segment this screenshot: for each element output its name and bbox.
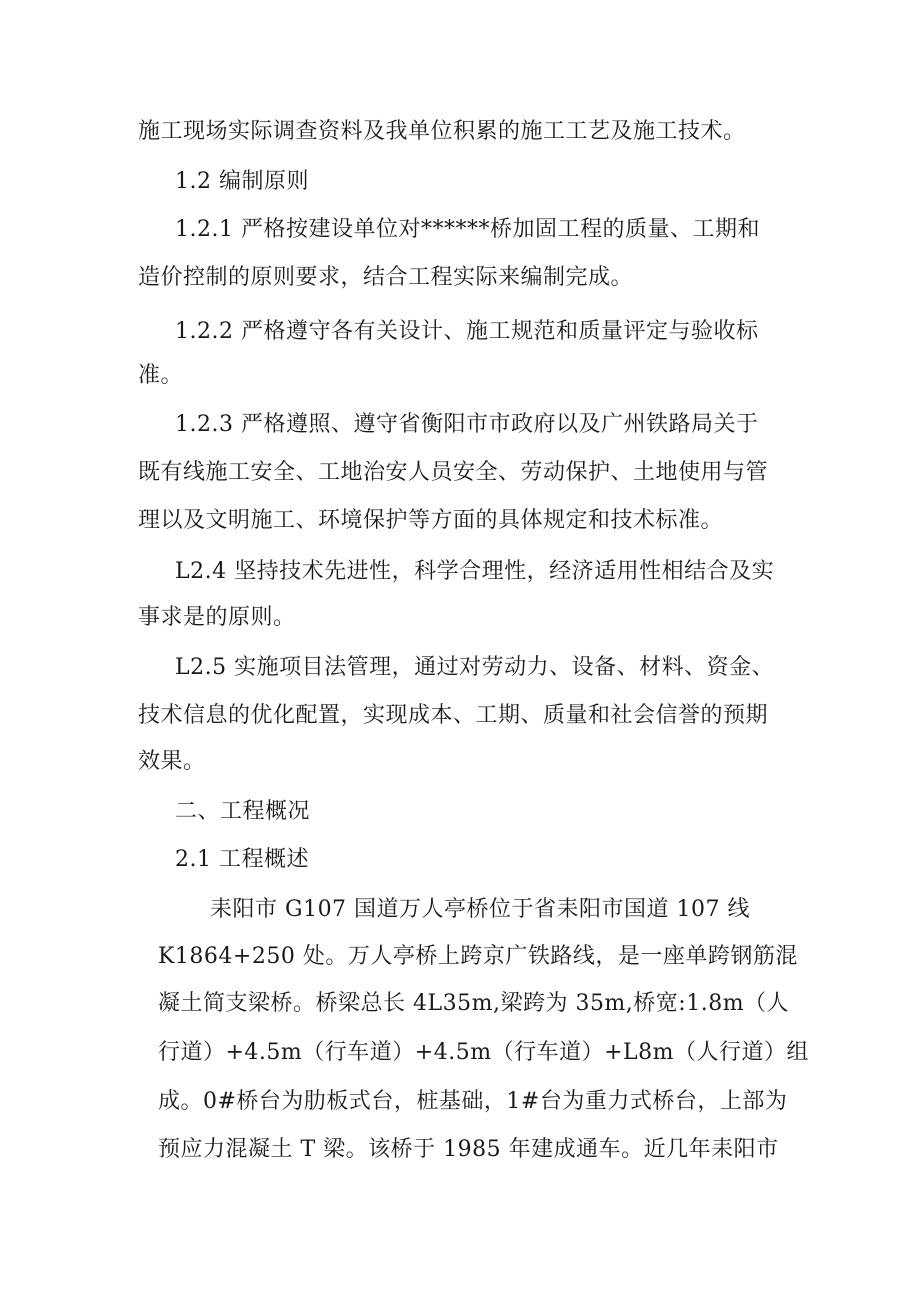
section-heading: 2.1 工程概述: [175, 847, 309, 872]
paragraph-line: 施工现场实际调查资料及我单位积累的施工工艺及施工技术。: [138, 119, 746, 144]
paragraph-line: 技术信息的优化配置，实现成本、工期、质量和社会信誉的预期: [138, 703, 769, 728]
paragraph-line: 耒阳市 G107 国道万人亭桥位于省耒阳市国道 107 线: [210, 897, 751, 922]
paragraph-line: 事求是的原则。: [138, 605, 296, 630]
paragraph-line: 既有线施工安全、工地治安人员安全、劳动保护、土地使用与管: [138, 460, 769, 485]
paragraph-line: 准。: [138, 363, 184, 388]
chapter-heading: 二、工程概况: [175, 799, 311, 824]
section-heading: 1.2 编制原则: [175, 169, 309, 194]
paragraph-line: 凝土简支梁桥。桥梁总长 4L35m,梁跨为 35m,桥宽:1.8m（人: [158, 991, 790, 1016]
paragraph-line: 效果。: [138, 749, 206, 774]
paragraph-line: 1.2.1 严格按建设单位对******桥加固工程的质量、工期和: [175, 217, 760, 242]
paragraph-line: 理以及文明施工、环境保护等方面的具体规定和技术标准。: [138, 508, 724, 533]
paragraph-line: L2.4 坚持技术先进性，科学合理性，经济适用性相结合及实: [175, 559, 775, 584]
paragraph-line: L2.5 实施项目法管理，通过对劳动力、设备、材料、资金、: [175, 655, 775, 680]
paragraph-line: 行道）+4.5m（行车道）+4.5m（行车道）+L8m（人行道）组: [158, 1040, 809, 1065]
paragraph-line: K1864+250 处。万人亭桥上跨京广铁路线，是一座单跨钢筋混: [158, 944, 798, 969]
paragraph-line: 1.2.2 严格遵守各有关设计、施工规范和质量评定与验收标: [175, 319, 759, 344]
paragraph-line: 1.2.3 严格遵照、遵守省衡阳市市政府以及广州铁路局关于: [175, 412, 759, 437]
paragraph-line: 预应力混凝土 T 梁。该桥于 1985 年建成通车。近几年耒阳市: [158, 1137, 779, 1162]
paragraph-line: 造价控制的原则要求，结合工程实际来编制完成。: [138, 265, 634, 290]
paragraph-line: 成。0#桥台为肋板式台，桩基础，1#台为重力式桥台，上部为: [158, 1089, 788, 1114]
